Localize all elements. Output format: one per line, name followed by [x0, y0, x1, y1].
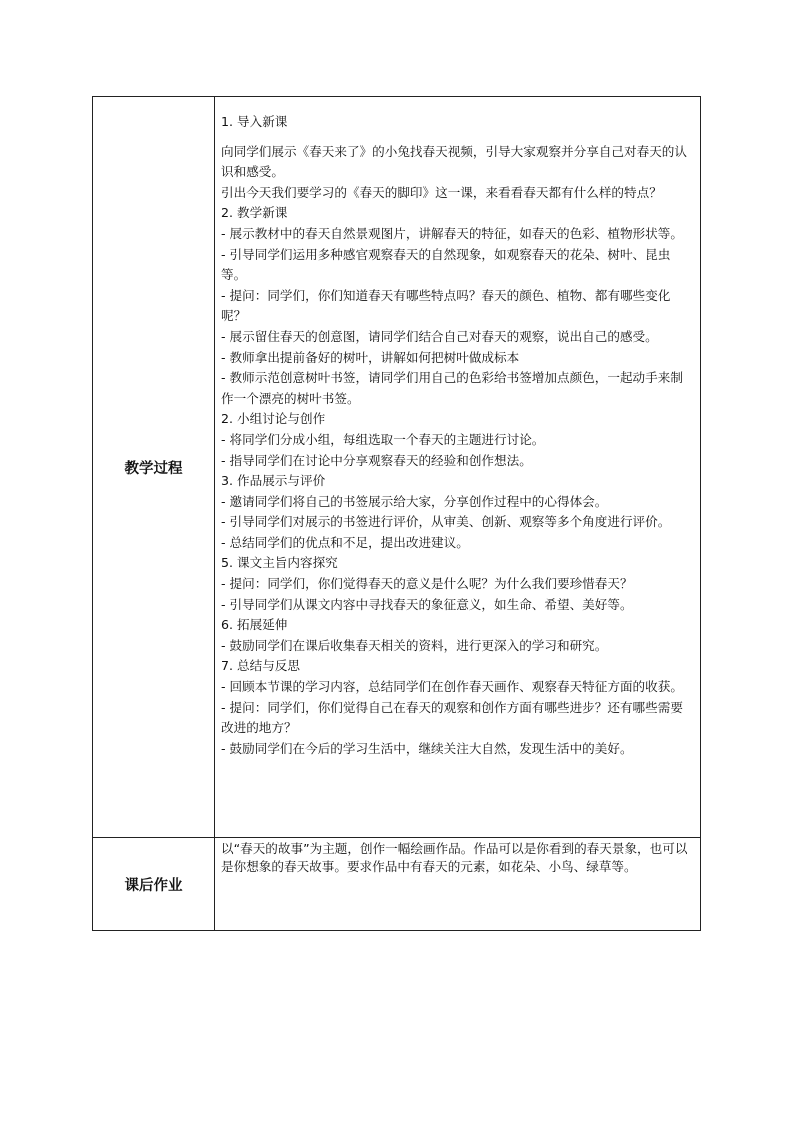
lesson-plan-table — [92, 96, 701, 931]
step-line: - 指导同学们在讨论中分享观察春天的经验和创作想法。 — [221, 452, 532, 468]
homework-content — [215, 838, 701, 931]
step-line: 6. 拓展延伸 — [221, 617, 288, 633]
step-line: - 鼓励同学们在今后的学习生活中，继续关注大自然，发现生活中的美好。 — [221, 740, 633, 756]
step-line: - 展示教材中的春天自然景观图片，讲解春天的特征，如春天的色彩、植物形状等。 — [221, 225, 683, 241]
teaching-process-row — [93, 97, 701, 838]
teaching-process-content — [215, 97, 701, 838]
step-line: - 教师示范创意树叶书签，请同学们用自己的色彩给书签增加点颜色，一起动手来制作一个漂亮的树叶书签。 — [221, 370, 683, 406]
step-line: - 引导同学们从课文内容中寻找春天的象征意义，如生命、希望、美好等。 — [221, 596, 633, 612]
step-line: 1. 导入新课 — [221, 114, 288, 129]
step-line: - 提问：同学们，你们觉得春天的意义是什么呢？为什么我们要珍惜春天？ — [221, 576, 633, 592]
step-line: - 展示留住春天的创意图，请同学们结合自己对春天的观察，说出自己的感受。 — [221, 328, 658, 344]
step-line: 向同学们展示《春天来了》的小兔找春天视频，引导大家观察并分享自己对春天的认识和感受。 — [221, 143, 687, 180]
step-line: - 将同学们分成小组，每组选取一个春天的主题进行讨论。 — [221, 431, 545, 447]
step-line: 2. 教学新课 — [221, 205, 288, 221]
step-line: 2. 小组讨论与创作 — [221, 411, 326, 427]
step-line: - 总结同学们的优点和不足，提出改进建议。 — [221, 534, 469, 550]
step-line: - 邀请同学们将自己的书签展示给大家，分享创作过程中的心得体会。 — [221, 493, 608, 509]
homework-row — [93, 838, 701, 931]
step-line: - 提问：同学们，你们知道春天有哪些特点吗？春天的颜色、植物、都有哪些变化呢？ — [221, 287, 671, 324]
step-line: - 引导同学们对展示的书签进行评价，从审美、创新、观察等多个角度进行评价。 — [221, 514, 671, 530]
step-line: 3. 作品展示与评价 — [221, 473, 326, 489]
step-line: - 鼓励同学们在课后收集春天相关的资料，进行更深入的学习和研究。 — [221, 637, 608, 653]
step-line: 引出今天我们要学习的《春天的脚印》这一课，来看看春天都有什么样的特点？ — [221, 184, 662, 200]
step-line: - 提问：同学们，你们觉得自己在春天的观察和创作方面有哪些进步？还有哪些需要改进的地方？ — [221, 699, 683, 736]
step-line: 5. 课文主旨内容探究 — [221, 555, 338, 571]
step-line: - 回顾本节课的学习内容，总结同学们在创作春天画作、观察春天特征方面的收获。 — [221, 679, 683, 695]
homework-text: 以“春天的故事”为主题，创作一幅绘画作品。作品可以是你看到的春天景象，也可以是你想象的春天故事。要求作品中有春天的元素，如花朵、小鸟、绿草等。 — [221, 841, 688, 874]
teaching-process-label: 教学过程 — [93, 97, 215, 838]
step-line: 7. 总结与反思 — [221, 658, 300, 674]
homework-label: 课后作业 — [93, 838, 215, 931]
step-line: - 教师拿出提前备好的树叶，讲解如何把树叶做成标本 — [221, 349, 520, 365]
step-line: - 引导同学们运用多种感官观察春天的自然现象，如观察春天的花朵、树叶、昆虫等。 — [221, 246, 671, 283]
